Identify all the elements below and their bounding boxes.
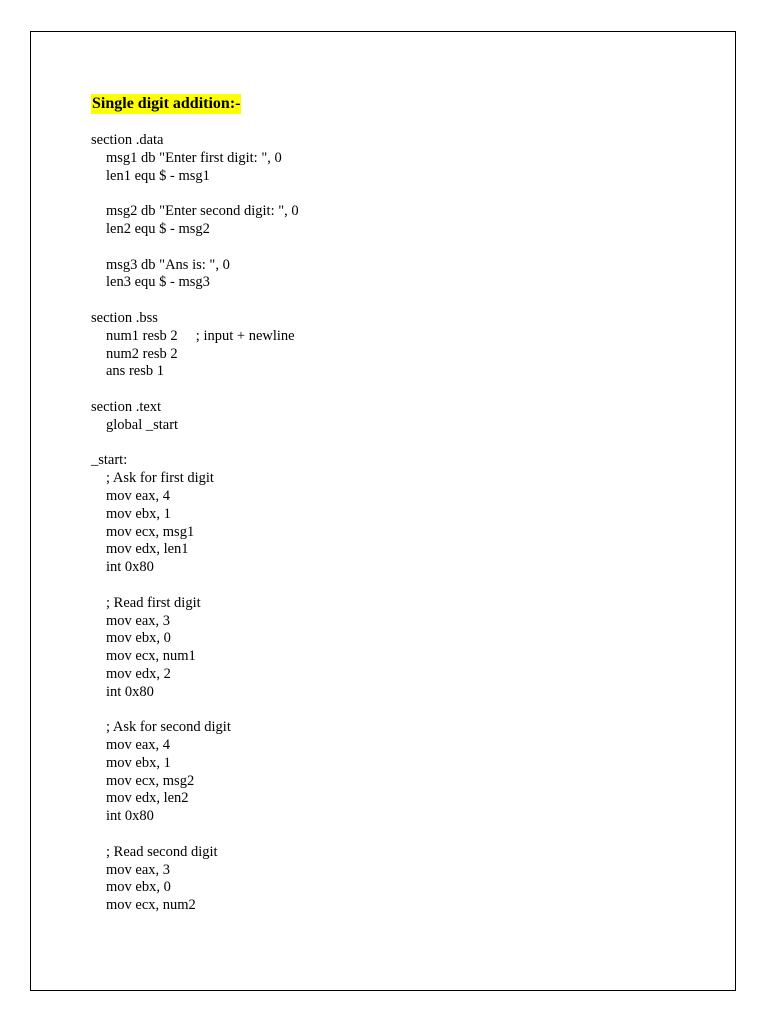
document-page (30, 31, 736, 991)
code-line: global _start (106, 416, 179, 433)
blank-line (91, 435, 711, 453)
code-line: mov edx, len2 (106, 790, 189, 807)
blank-line (91, 702, 711, 720)
code-line: ; Read first digit (106, 594, 201, 611)
code-line: msg2 db "Enter second digit: ", 0 (106, 203, 299, 220)
code-line: mov eax, 3 (106, 861, 171, 878)
code-line: int 0x80 (106, 683, 154, 700)
code-line: mov ebx, 0 (106, 630, 171, 647)
code-line: int 0x80 (106, 559, 154, 576)
blank-line (91, 381, 711, 399)
blank-line (91, 826, 711, 844)
code-line: num2 resb 2 (106, 345, 178, 362)
code-line: mov ebx, 0 (106, 879, 171, 896)
page-content (91, 94, 711, 915)
code-line: mov ecx, num2 (106, 897, 196, 914)
code-line: mov edx, 2 (106, 665, 171, 682)
blank-line (91, 185, 711, 203)
code-line: ; Ask for first digit (106, 470, 214, 487)
code-line: mov ecx, msg1 (106, 523, 195, 540)
code-line: section .text (91, 398, 162, 415)
code-line: mov eax, 3 (106, 612, 171, 629)
code-line: ; Ask for second digit (106, 719, 231, 736)
code-line: _start: (91, 452, 128, 469)
code-line: len3 equ $ - msg3 (106, 274, 210, 291)
code-line: mov eax, 4 (106, 737, 171, 754)
code-line: mov eax, 4 (106, 487, 171, 504)
blank-line (91, 292, 711, 310)
code-line: int 0x80 (106, 808, 154, 825)
code-line: section .data (91, 132, 164, 148)
code-line: ; Read second digit (106, 843, 218, 860)
code-line: mov edx, len1 (106, 541, 189, 558)
code-line: mov ecx, num1 (106, 648, 196, 665)
code-line: mov ebx, 1 (106, 505, 171, 522)
code-line: mov ecx, msg2 (106, 772, 195, 789)
code-line: mov ebx, 1 (106, 754, 171, 771)
blank-line (91, 577, 711, 595)
code-line: msg3 db "Ans is: ", 0 (106, 256, 230, 273)
code-block (91, 132, 711, 915)
code-line: ans resb 1 (106, 363, 164, 380)
code-line: section .bss (91, 309, 158, 326)
blank-line (91, 239, 711, 257)
code-line: num1 resb 2 ; input + newline (106, 327, 295, 344)
document-heading: Single digit addition:- (92, 95, 241, 112)
code-line: len2 equ $ - msg2 (106, 220, 210, 237)
code-line: len1 equ $ - msg1 (106, 167, 210, 184)
code-line: msg1 db "Enter first digit: ", 0 (106, 149, 282, 166)
